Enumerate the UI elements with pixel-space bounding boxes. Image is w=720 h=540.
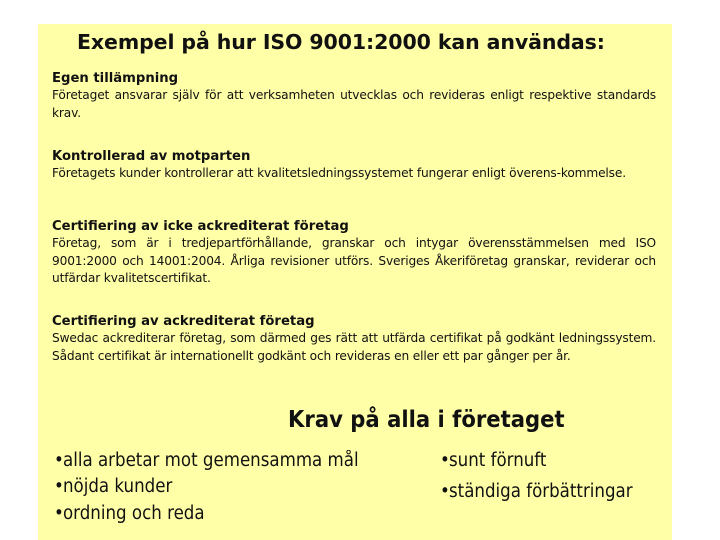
krav-list-item	[54, 476, 172, 497]
section-heading: Certifiering av icke ackrediterat företag	[52, 219, 349, 234]
section-certifiering-ackrediterat	[52, 313, 656, 365]
section-text: Företag, som är i tredjepartförhållande, granskar och intygar överensstämmelsen med ISO 9001:2000 och 14001:2004. Årliga revisioner utförs. Sveriges Åkeriföretag granskar, reviderar och utfärdar kvalitetscertifikat.	[52, 236, 656, 285]
krav-item-label: nöjda kunder	[63, 476, 173, 497]
section-heading: Kontrollerad av motparten	[52, 149, 251, 164]
bullet-icon: •	[440, 450, 450, 471]
bullet-icon: •	[440, 481, 450, 502]
section-text: Företagets kunder kontrollerar att kvalitetsledningssystemet fungerar enligt överens-kommelse.	[52, 166, 626, 180]
section-egen-tillampning	[52, 70, 656, 122]
krav-list-item	[440, 481, 633, 502]
krav-list-item	[54, 450, 359, 471]
section-certifiering-icke-ackrediterat	[52, 218, 656, 288]
section-kontrollerad-av-motparten	[52, 148, 656, 183]
krav-heading: Krav på alla i företaget	[288, 407, 565, 433]
bullet-icon: •	[54, 503, 64, 524]
bullet-icon: •	[54, 476, 64, 497]
bullet-icon: •	[54, 450, 64, 471]
krav-item-label: alla arbetar mot gemensamma mål	[63, 450, 359, 471]
section-heading: Certifiering av ackrediterat företag	[52, 314, 315, 329]
section-text: Företaget ansvarar själv för att verksamheten utvecklas och revideras enligt respektive standards krav.	[52, 88, 656, 120]
krav-item-label: ordning och reda	[63, 503, 205, 524]
krav-item-label: ständiga förbättringar	[449, 481, 633, 502]
krav-list-item	[54, 503, 205, 524]
page-title: Exempel på hur ISO 9001:2000 kan användas:	[77, 30, 605, 54]
section-text: Swedac ackrediterar företag, som därmed ges rätt att utfärda certifikat på godkänt ledningssystem. Sådant certifikat är internationellt godkänt och revideras en eller ett par gånger per år.	[52, 331, 656, 363]
section-heading: Egen tillämpning	[52, 71, 179, 86]
krav-list-item	[440, 450, 546, 471]
krav-item-label: sunt förnuft	[449, 450, 547, 471]
